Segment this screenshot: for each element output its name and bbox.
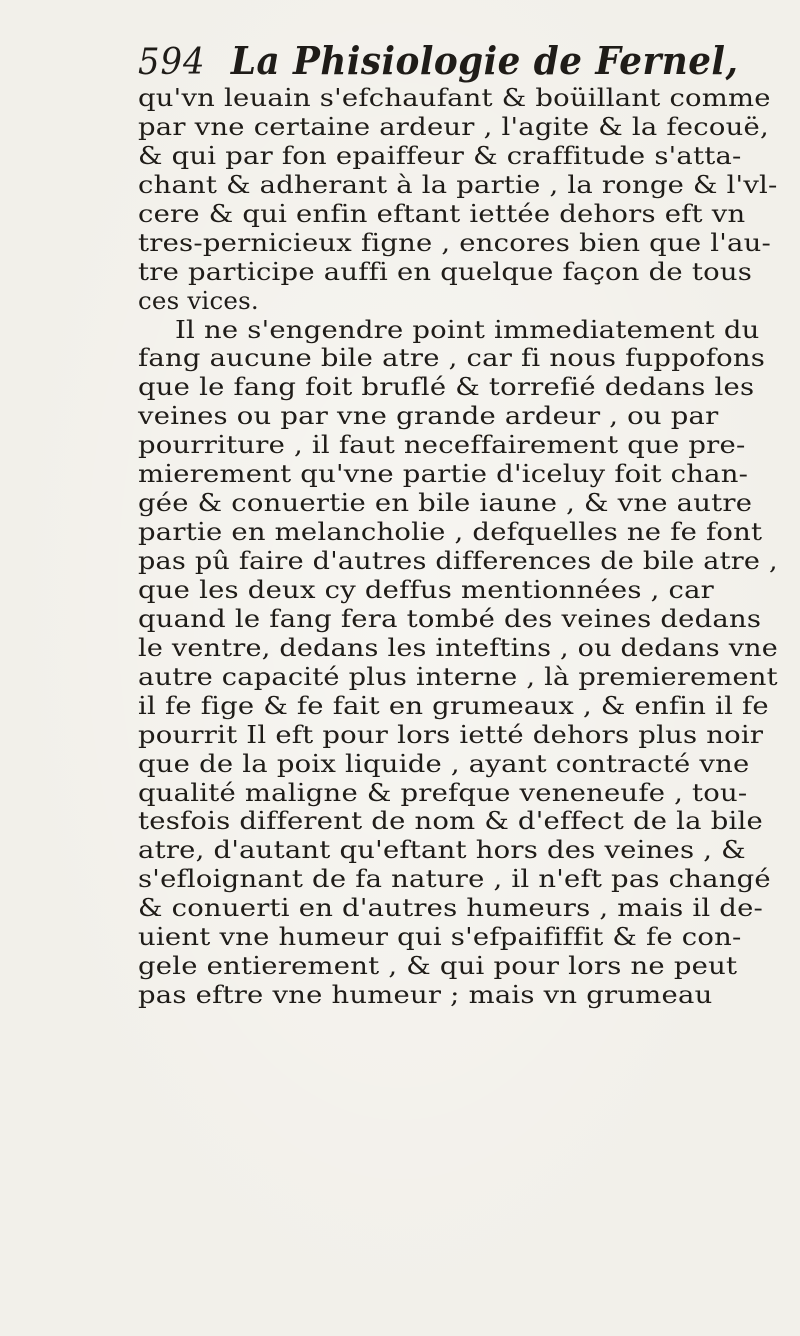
text-line: le ventre, dedans les inteftins , ou dedans vne — [138, 632, 779, 662]
text-line: cere & qui enfin eftant iettée dehors eft vn — [138, 198, 746, 228]
running-title: La Phisiologie de Fernel, — [230, 38, 739, 83]
text-line: pourrit Il eft pour lors ietté dehors plus noir — [138, 719, 764, 749]
text-line: qu'vn leuain s'efchaufant & boüillant comme — [138, 83, 771, 112]
text-line: quand le fang fera tombé des veines dedans — [138, 603, 762, 633]
text-line: pas pû faire d'autres differences de bile atre , — [138, 546, 778, 575]
text-line: s'efloignant de fa nature , il n'eft pas changé — [138, 864, 771, 894]
text-line: tesfois different de nom & d'effect de la bile — [138, 806, 763, 836]
text-line: uient vne humeur qui s'efpaififfit & fe con- — [138, 922, 742, 952]
text-line: tre participe auffi en quelque façon de tous — [138, 256, 753, 286]
text-line: & qui par fon epaiffeur & craffitude s'atta- — [138, 140, 742, 170]
text-line: que de la poix liquide , ayant contracté vne — [138, 748, 750, 778]
text-line: ces vices. — [138, 285, 259, 315]
text-line: veines ou par vne grande ardeur , ou par — [138, 401, 719, 431]
text-line: chant & adherant à la partie , la ronge & l'vl- — [138, 169, 778, 199]
text-line: il fe fige & fe fait en grumeaux , & enfin il fe — [138, 690, 769, 720]
text-line: gele entierement , & qui pour lors ne peut — [138, 951, 738, 981]
page-number: 594 — [138, 42, 206, 83]
text-line: Il ne s'engendre point immediatement du — [174, 314, 760, 344]
text-line: tres-pernicieux figne , encores bien que l'au- — [138, 227, 772, 257]
text-line: que le fang foit bruflé & torrefié dedans les — [138, 372, 755, 402]
text-line: par vne certaine ardeur , l'agite & la fecouë, — [138, 111, 769, 141]
text-line: gée & conuertie en bile iaune , & vne autre — [138, 488, 753, 518]
text-line: mierement qu'vne partie d'iceluy foit chan- — [138, 459, 749, 489]
text-line: & conuerti en d'autres humeurs , mais il de- — [138, 893, 764, 923]
text-line: autre capacité plus interne , là premierement — [138, 661, 778, 691]
body-text — [138, 84, 778, 1010]
text-line: fang aucune bile atre , car fi nous fuppofons — [138, 343, 766, 373]
text-line: atre, d'autant qu'eftant hors des veines , & — [138, 835, 746, 865]
text-line: que les deux cy deffus mentionnées , car — [138, 574, 715, 604]
text-line: partie en melancholie , defquelles ne fe font — [138, 517, 763, 547]
text-line: pas eftre vne humeur ; mais vn grumeau — [138, 980, 713, 1010]
text-line: qualité maligne & prefque veneneufe , tou- — [138, 777, 748, 807]
text-line: pourriture , il faut neceffairement que pre- — [138, 430, 746, 460]
